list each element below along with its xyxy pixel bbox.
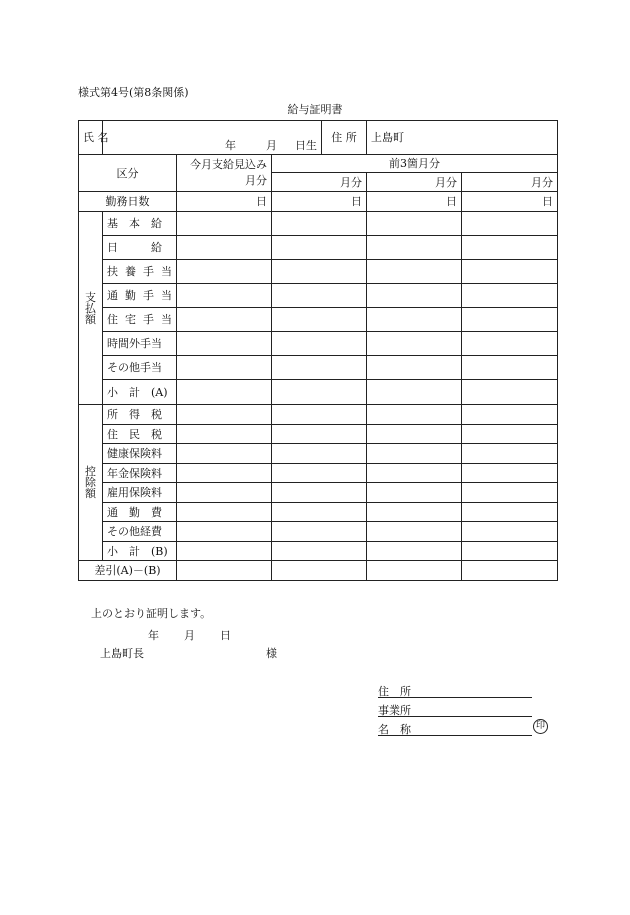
current-month-line2: 月分 bbox=[245, 174, 267, 187]
payment-item-label: 基 本 給 bbox=[103, 212, 177, 236]
working-days-current[interactable]: 日 bbox=[177, 192, 272, 212]
signature-address-line[interactable] bbox=[378, 683, 532, 698]
address-label: 住 所 bbox=[331, 131, 357, 144]
deduction-item-label: 雇用保険料 bbox=[103, 483, 177, 503]
signature-address-label: 住 所 bbox=[378, 685, 411, 698]
column-header-row-1 bbox=[79, 155, 558, 173]
payment-row bbox=[79, 260, 558, 284]
prev-month-3-header: 月分 bbox=[462, 173, 558, 192]
birth-date bbox=[225, 140, 317, 151]
deduction-row bbox=[79, 425, 558, 444]
payment-item-label: 日 給 bbox=[103, 236, 177, 260]
seal-mark-icon: 印 bbox=[533, 719, 548, 734]
balance-label: 差引(A)－(B) bbox=[79, 561, 177, 581]
deduction-item-label: 通 勤 費 bbox=[103, 503, 177, 522]
deduction-subtotal-row bbox=[79, 542, 558, 561]
signature-name-label: 名 称 bbox=[378, 723, 411, 736]
certification-date bbox=[148, 627, 231, 643]
birth-day-label: 日生 bbox=[295, 139, 317, 152]
payment-row bbox=[79, 308, 558, 332]
certification-statement: 上のとおり証明します。 bbox=[91, 607, 212, 620]
deduction-item-label: その他経費 bbox=[103, 522, 177, 542]
prev-month-1-header: 月分 bbox=[272, 173, 367, 192]
date-month-label: 月 bbox=[184, 629, 195, 642]
payment-row bbox=[79, 332, 558, 356]
payment-item-label: 通勤手当 bbox=[103, 284, 177, 308]
address-label-cell bbox=[322, 121, 367, 155]
deduction-row bbox=[79, 522, 558, 542]
payment-item-label: 住宅手当 bbox=[103, 308, 177, 332]
payment-subtotal-row bbox=[79, 380, 558, 405]
payment-row bbox=[79, 212, 558, 236]
deduction-row bbox=[79, 483, 558, 503]
document-title: 給与証明書 bbox=[287, 103, 343, 116]
payment-item-label: その他手当 bbox=[103, 356, 177, 380]
deduction-row bbox=[79, 444, 558, 464]
payment-item-label: 扶養手当 bbox=[103, 260, 177, 284]
working-days-prev-2[interactable]: 日 bbox=[367, 192, 462, 212]
deduction-item-label: 所 得 税 bbox=[103, 405, 177, 425]
deduction-item-label: 健康保険料 bbox=[103, 444, 177, 464]
working-days-prev-1[interactable]: 日 bbox=[272, 192, 367, 212]
salary-certificate-table bbox=[78, 120, 558, 581]
date-day-label: 日 bbox=[220, 629, 231, 642]
name-label-cell bbox=[79, 121, 109, 155]
name-field[interactable] bbox=[103, 121, 322, 155]
current-month-line1: 今月支給見込み bbox=[190, 158, 267, 171]
address-value: 上島町 bbox=[371, 131, 404, 144]
honorific-sama: 様 bbox=[266, 647, 277, 660]
address-field[interactable] bbox=[367, 121, 558, 155]
name-address-row bbox=[79, 121, 558, 155]
deductions-group-label: 控 除 額 bbox=[79, 405, 103, 561]
name-label: 氏 名 bbox=[83, 131, 109, 144]
payment-subtotal-label: 小 計 (A) bbox=[103, 380, 177, 405]
payment-row bbox=[79, 356, 558, 380]
addressee-mayor: 上島町長 bbox=[100, 647, 144, 660]
birth-month-label: 月 bbox=[266, 139, 277, 152]
payment-row bbox=[79, 236, 558, 260]
deduction-row bbox=[79, 464, 558, 483]
payment-item-label: 時間外手当 bbox=[103, 332, 177, 356]
prev-month-2-header: 月分 bbox=[367, 173, 462, 192]
deduction-item-label: 年金保険料 bbox=[103, 464, 177, 483]
category-header: 区分 bbox=[79, 155, 177, 192]
deduction-row bbox=[79, 405, 558, 425]
deduction-row bbox=[79, 503, 558, 522]
payment-row bbox=[79, 284, 558, 308]
form-number: 様式第4号(第8条関係) bbox=[78, 86, 189, 99]
prev-3-months-header: 前3箇月分 bbox=[272, 155, 558, 173]
deduction-item-label: 住 民 税 bbox=[103, 425, 177, 444]
working-days-row bbox=[79, 192, 558, 212]
payments-group-label: 支 払 額 bbox=[79, 212, 103, 405]
signature-office-line[interactable] bbox=[378, 702, 532, 717]
working-days-prev-3[interactable]: 日 bbox=[462, 192, 558, 212]
balance-row bbox=[79, 561, 558, 581]
birth-year-label: 年 bbox=[225, 139, 236, 152]
working-days-label: 勤務日数 bbox=[79, 192, 177, 212]
date-year-label: 年 bbox=[148, 629, 159, 642]
deduction-subtotal-label: 小 計 (B) bbox=[103, 542, 177, 561]
signature-office-label: 事業所 bbox=[378, 704, 411, 717]
current-month-header bbox=[177, 155, 272, 192]
signature-name-line[interactable] bbox=[378, 721, 532, 736]
